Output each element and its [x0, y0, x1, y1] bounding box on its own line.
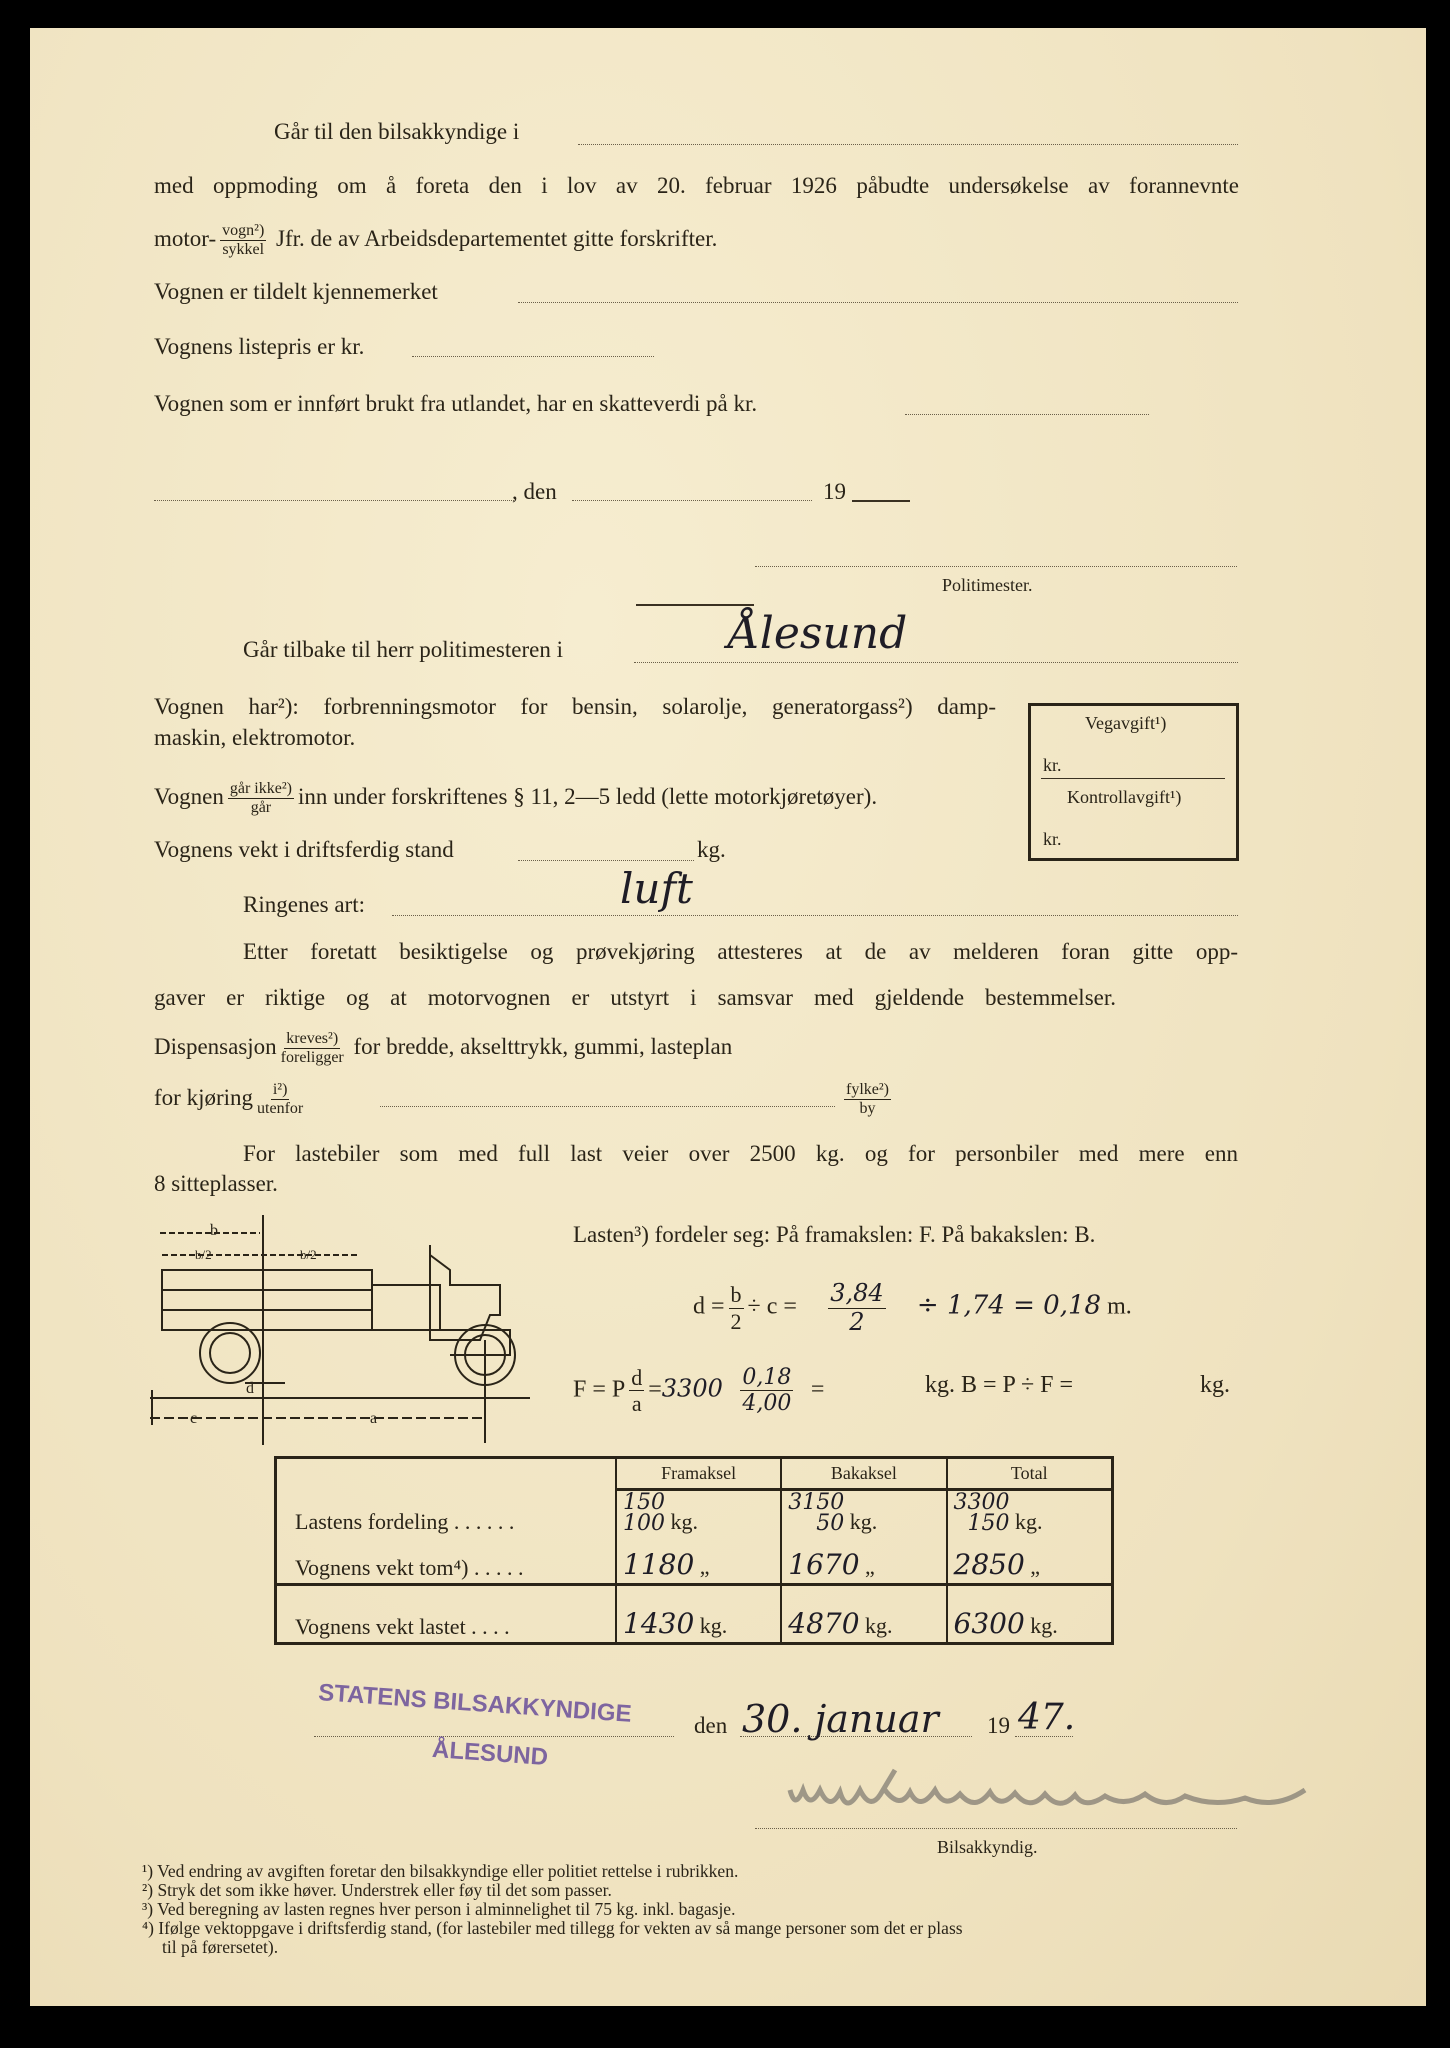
fraction-bottom: sykkel [222, 241, 265, 259]
fraction-top: b [730, 1282, 742, 1308]
table-header-total: Total [947, 1458, 1113, 1490]
signoff-year-prefix: 19 [987, 1713, 1010, 1738]
table-cell [616, 1490, 781, 1538]
diagram-label-half2: b/2 [300, 1247, 317, 1262]
return-label: Går tilbake til herr politimesteren i [243, 637, 563, 662]
official-stamp-line1: STATENS BILSAKKYNDIGE [317, 1679, 633, 1728]
date-field [572, 500, 812, 501]
fraction-top: i²) [271, 1081, 290, 1100]
equals: = [810, 1376, 825, 1403]
diagram-label-b: b [210, 1222, 218, 1239]
truck-note-1: For lastebiler som med full last veier over 2500 kg. og for personbiler med mere enn [243, 1141, 1238, 1166]
table-row [276, 1490, 1113, 1538]
inspector-title: Bilsakkyndig. [937, 1837, 1038, 1857]
f-formula [573, 1365, 824, 1417]
hw-value: 1180 [623, 1548, 695, 1581]
fraction-bottom: går [250, 799, 272, 817]
sent-to-label: Går til den bilsakkyndige i [274, 119, 520, 144]
footnote-3: ³) Ved beregning av lasten regnes hver person i alminnelighet til 75 kg. inkl. bagasje. [142, 1899, 736, 1919]
hw-value: 150 [623, 1490, 665, 1516]
year-prefix: 19 [823, 479, 846, 504]
control-fee-label: Kontrollavgift¹) [1067, 787, 1182, 807]
light-vehicle-line [154, 780, 877, 818]
engine-type-text-2: maskin, elektromotor. [154, 725, 356, 750]
fraction-top: 0,18 [742, 1365, 792, 1390]
unit: „ [1030, 1554, 1041, 1579]
weight-table [274, 1456, 1114, 1645]
year-field [852, 500, 910, 502]
footnote-4-cont: til på førersetet). [162, 1937, 279, 1957]
vehicle-label: Vognen [154, 784, 224, 810]
table-cell [947, 1490, 1113, 1538]
engine-type-text: Vognen har²): forbrenningsmotor for bensin, solarolje, generatorgass²) damp- [154, 694, 996, 719]
d-formula [693, 1280, 1132, 1336]
fraction-bottom: by [859, 1100, 876, 1118]
d-unit: m. [1107, 1293, 1132, 1320]
table-cell [781, 1585, 946, 1644]
dispensation-label: Dispensasjon [154, 1034, 277, 1060]
row-label: Vognens vekt lastet . . . . [276, 1585, 617, 1644]
f-lhs: F = P [573, 1376, 626, 1403]
diagram-label-half1: b/2 [195, 1247, 212, 1262]
fee-divider [1041, 778, 1225, 779]
tyres-field [392, 915, 1238, 916]
footnote-1: ¹) Ved endring av avgiften foretar den bilsakkyndige eller politiet rettelse i rubrikken. [142, 1861, 739, 1881]
hw-value: 100 [623, 1511, 665, 1537]
fraction-top: går ikke²) [228, 780, 294, 799]
driving-line [154, 1081, 307, 1119]
unit: kg. [865, 1613, 893, 1638]
fraction-top: kreves²) [284, 1030, 340, 1049]
fraction-bottom: 2 [730, 1308, 742, 1334]
tax-value-field [905, 414, 1149, 415]
road-fee-kr: kr. [1043, 755, 1062, 775]
hw-value: 1670 [788, 1548, 860, 1581]
handwritten-b-fraction [807, 1280, 907, 1336]
place-line [314, 1736, 674, 1737]
fraction-top: d [631, 1365, 643, 1390]
attest-text-1: Etter foretatt besiktigelse og prøvekjøring attesteres at de av melderen foran gitte opp- [243, 939, 1238, 964]
fraction-bottom: foreligger [280, 1049, 344, 1067]
handwritten-p: 3300 [661, 1374, 723, 1403]
table-row [276, 1585, 1113, 1644]
place-field [154, 500, 514, 501]
fee-box [1028, 703, 1239, 861]
handwritten-d-over-a [727, 1365, 807, 1417]
table-header-front-axle: Framaksel [616, 1458, 781, 1490]
table-header-row [276, 1458, 1113, 1490]
unit: kg. [849, 1509, 878, 1534]
hw-value: 1430 [623, 1607, 695, 1640]
hw-value: 4870 [788, 1607, 860, 1640]
d-over-a [629, 1365, 644, 1417]
diagram-label-d: d [246, 1380, 254, 1397]
inspector-signature-line [755, 1828, 1237, 1829]
handwritten-date: 30. januar [742, 1697, 939, 1741]
police-title: Politimester. [942, 575, 1033, 595]
date-label: , den [512, 479, 557, 504]
official-stamp-line2: ÅLESUND [431, 1735, 549, 1772]
fraction-top: fylke²) [844, 1081, 891, 1100]
list-price-field [412, 356, 654, 357]
hw-value: 2850 [953, 1548, 1025, 1581]
table-header-rear-axle: Bakaksel [781, 1458, 946, 1490]
table-cell [781, 1490, 946, 1538]
row-label: Vognens vekt tom⁴) . . . . . [295, 1555, 524, 1580]
b-over-2 [729, 1282, 744, 1334]
unit: kg. [670, 1509, 698, 1534]
diagram-label-c: c [190, 1410, 198, 1427]
handwritten-tyres: luft [620, 864, 693, 913]
sent-to-field [578, 144, 1238, 145]
fraction-top: 3,84 [830, 1279, 884, 1307]
table-cell [616, 1537, 781, 1585]
handwritten-city: Ålesund [728, 608, 908, 659]
regulation-text: inn under forskriftenes § 11, 2—5 ledd (lette motorkjøretøyer). [297, 784, 878, 810]
fraction-bottom: a [631, 1391, 642, 1417]
hw-value: 3300 [953, 1490, 1010, 1516]
unit: kg. [1015, 1509, 1043, 1534]
dispensation-text: for bredde, akselttrykk, gummi, lasteplan [353, 1034, 733, 1060]
county-city-fraction [840, 1081, 895, 1119]
row-label: Lastens fordeling . . . . . . [295, 1509, 515, 1534]
fraction-bottom: 2 [849, 1307, 865, 1336]
diagram-label-a: a [370, 1410, 378, 1427]
vehicle-type-fraction [220, 222, 266, 260]
table-cell [947, 1537, 1113, 1585]
driving-label: for kjøring [154, 1085, 254, 1111]
fraction-top: vogn²) [220, 222, 266, 241]
equals: = [648, 1376, 662, 1403]
unit: kg. [1030, 1613, 1058, 1638]
request-text: med oppmoding om å foreta den i lov av 20. februar 1926 påbudte undersøkelse av forannevnte [154, 173, 1239, 198]
list-price-label: Vognens listepris er kr. [154, 334, 365, 359]
return-city-field [634, 662, 1238, 663]
motor-prefix: motor- [154, 226, 217, 252]
table-cell [781, 1537, 946, 1585]
dispensation-fraction [281, 1030, 344, 1068]
footnote-2: ²) Stryk det som ikke høver. Understrek eller føy til det som passer. [142, 1880, 612, 1900]
motor-line [154, 222, 717, 260]
unit: kg. [699, 1613, 728, 1638]
plate-field [518, 302, 1238, 303]
d-mid: ÷ c = [747, 1293, 797, 1320]
applies-fraction [228, 780, 294, 818]
attest-text-2: gaver er riktige og at motorvognen er utstyrt i samsvar med gjeldende bestemmelser. [154, 985, 1116, 1010]
weight-label: Vognens vekt i driftsferdig stand [154, 837, 454, 862]
police-signature-line [755, 566, 1237, 567]
truck-note-2: 8 sitteplasser. [154, 1171, 278, 1196]
regulation-text: Jfr. de av Arbeidsdepartementet gitte forskrifter. [276, 226, 718, 252]
document-page [30, 28, 1426, 2006]
control-fee-kr: kr. [1043, 829, 1062, 849]
tyres-label: Ringenes art: [243, 892, 365, 917]
weight-field [518, 860, 694, 861]
fraction-bottom: utenfor [257, 1100, 304, 1118]
unit: „ [699, 1554, 710, 1579]
hw-value: 3150 [788, 1490, 845, 1516]
signature [785, 1760, 1315, 1820]
handwritten-year: 47. [1018, 1697, 1076, 1738]
table-cell [947, 1585, 1113, 1644]
table-row [276, 1537, 1113, 1585]
divider [636, 604, 754, 606]
table-cell [616, 1585, 781, 1644]
dispensation-line [154, 1030, 732, 1068]
unit: „ [865, 1554, 875, 1579]
footnote-4: ⁴) Ifølge vektoppgave i driftsferdig stand, (for lastebiler med tillegg for vekten av så mange personer som det er plass [142, 1918, 963, 1938]
d-lhs: d = [693, 1293, 725, 1320]
plate-label: Vognen er tildelt kjennemerket [154, 279, 438, 304]
truck-diagram [150, 1215, 530, 1445]
hw-value: 150 [967, 1511, 1010, 1537]
table-header-blank [276, 1458, 617, 1490]
handwritten-d-result: ÷ 1,74 = 0,18 [916, 1290, 1102, 1321]
fraction [844, 1081, 891, 1119]
signoff-den: den [694, 1713, 728, 1738]
weight-unit: kg. [697, 837, 726, 862]
hw-value: 6300 [953, 1607, 1025, 1640]
hw-value: 50 [816, 1511, 845, 1537]
b-formula: kg. B = P ÷ F = [925, 1372, 1074, 1398]
b-unit: kg. [1200, 1372, 1230, 1398]
fraction-bottom: 4,00 [742, 1391, 792, 1417]
road-fee-label: Vegavgift¹) [1085, 713, 1167, 733]
in-out-fraction [257, 1081, 303, 1119]
tax-value-label: Vognen som er innført brukt fra utlandet, har en skatteverdi på kr. [154, 391, 758, 416]
region-field [380, 1106, 835, 1107]
load-distribution-text: Lasten³) fordeler seg: På framakslen: F. På bakakslen: B. [573, 1222, 1096, 1247]
